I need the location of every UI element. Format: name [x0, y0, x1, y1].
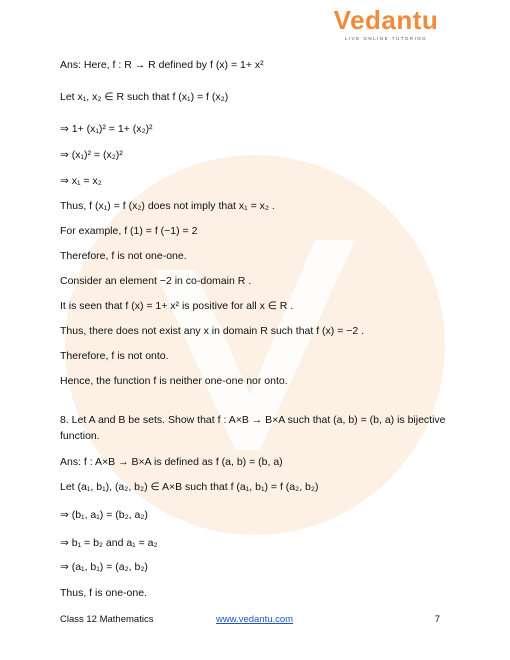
page-number: 7 — [434, 614, 440, 625]
text-line: Therefore, f is not one-one. — [60, 250, 187, 262]
logo-tagline: LIVE ONLINE TUTORING — [344, 36, 428, 41]
footer-website-link[interactable]: www.vedantu.com — [216, 614, 294, 625]
text-line: Let (a₁, b₁), (a₂, b₂) ∈ A×B such that f (a₁, b₁) = f (a₂, b₂) — [60, 481, 319, 493]
text-line: Thus, f (x₁) = f (x₂) does not imply that x₁ = x₂ . — [60, 200, 275, 212]
footer-course: Class 12 Mathematics — [60, 614, 154, 625]
text-line: Thus, there does not exist any x in domain R such that f (x) = −2 . — [60, 325, 365, 337]
text-line: Hence, the function f is neither one-one nor onto. — [60, 375, 288, 387]
text-line: Thus, f is one-one. — [60, 587, 147, 599]
text-line: Let x₁, x₂ ∈ R such that f (x₁) = f (x₂) — [60, 91, 229, 103]
text-line: Ans: f : A×B → B×A is defined as f (a, b) = (b, a) — [60, 456, 283, 468]
text-line: It is seen that f (x) = 1+ x² is positive for all x ∈ R . — [60, 300, 294, 312]
text-line: For example, f (1) = f (−1) = 2 — [60, 225, 198, 237]
vedantu-logo — [316, 6, 456, 46]
math-line: ⇒ (x₁)² = (x₂)² — [60, 149, 123, 161]
logo-wordmark: Vedantu — [333, 5, 439, 35]
math-line: ⇒ 1+ (x₁)² = 1+ (x₂)² — [60, 123, 153, 135]
question-8: 8. Let A and B be sets. Show that f : A×B → B×A such that (a, b) = (b, a) is bijective function. — [60, 414, 446, 442]
math-line: ⇒ b₁ = b₂ and a₁ = a₂ — [60, 537, 158, 549]
text-line: Therefore, f is not onto. — [60, 350, 169, 362]
text-line: Consider an element −2 in co-domain R . — [60, 275, 252, 287]
math-line: ⇒ (b₁, a₁) = (b₂, a₂) — [60, 509, 148, 521]
text-line: Ans: Here, f : R → R defined by f (x) = 1+ x² — [60, 59, 264, 71]
math-line: ⇒ x₁ = x₂ — [60, 175, 102, 187]
math-line: ⇒ (a₁, b₁) = (a₂, b₂) — [60, 561, 148, 573]
